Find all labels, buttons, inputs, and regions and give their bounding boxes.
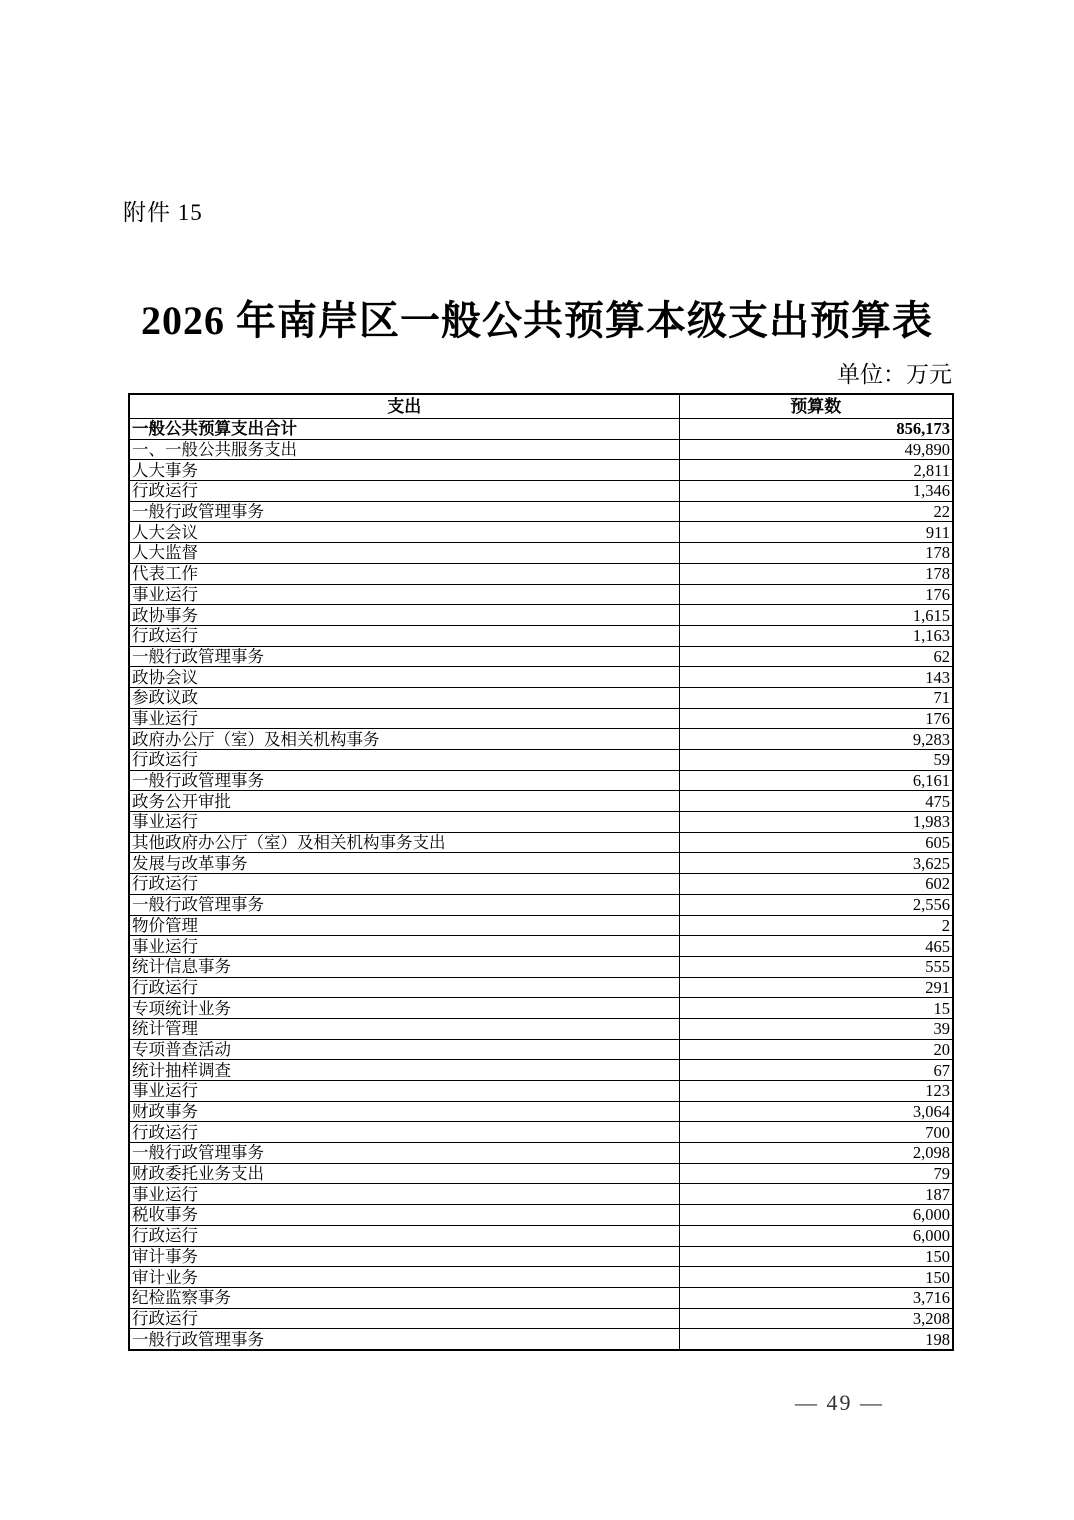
table-row bbox=[129, 977, 953, 998]
amount-cell: 1,346 bbox=[679, 481, 953, 502]
expense-label-cell: 行政运行 bbox=[129, 750, 679, 771]
amount-cell: 67 bbox=[679, 1060, 953, 1081]
expense-label-cell: 事业运行 bbox=[129, 936, 679, 957]
amount-cell: 59 bbox=[679, 750, 953, 771]
expense-label-cell: 行政运行 bbox=[129, 625, 679, 646]
table-row bbox=[129, 1060, 953, 1081]
expense-label-cell: 事业运行 bbox=[129, 812, 679, 833]
expense-label-cell: 行政运行 bbox=[129, 874, 679, 895]
expense-label-cell: 代表工作 bbox=[129, 563, 679, 584]
amount-cell: 176 bbox=[679, 708, 953, 729]
amount-cell: 6,000 bbox=[679, 1205, 953, 1226]
expense-label-cell: 行政运行 bbox=[129, 977, 679, 998]
table-row bbox=[129, 894, 953, 915]
expense-label-cell: 统计管理 bbox=[129, 1018, 679, 1039]
expense-label-cell: 一、一般公共服务支出 bbox=[129, 439, 679, 460]
table-row bbox=[129, 1184, 953, 1205]
expense-label-cell: 事业运行 bbox=[129, 708, 679, 729]
expense-label-cell: 审计业务 bbox=[129, 1267, 679, 1288]
table-row bbox=[129, 481, 953, 502]
amount-cell: 123 bbox=[679, 1081, 953, 1102]
table-row bbox=[129, 563, 953, 584]
table-row bbox=[129, 1081, 953, 1102]
table-row bbox=[129, 1018, 953, 1039]
budget-table bbox=[128, 393, 954, 1351]
expense-label-cell: 人大事务 bbox=[129, 460, 679, 481]
table-row bbox=[129, 1163, 953, 1184]
amount-cell: 700 bbox=[679, 1122, 953, 1143]
amount-cell: 911 bbox=[679, 522, 953, 543]
table-row bbox=[129, 439, 953, 460]
expense-label-cell: 人大会议 bbox=[129, 522, 679, 543]
amount-cell: 15 bbox=[679, 998, 953, 1019]
amount-cell: 20 bbox=[679, 1039, 953, 1060]
table-row bbox=[129, 460, 953, 481]
expense-label-cell: 一般行政管理事务 bbox=[129, 1143, 679, 1164]
table-row bbox=[129, 1287, 953, 1308]
expense-label-cell: 一般行政管理事务 bbox=[129, 646, 679, 667]
amount-cell: 6,161 bbox=[679, 770, 953, 791]
table-row bbox=[129, 501, 953, 522]
expense-label-cell: 一般行政管理事务 bbox=[129, 1329, 679, 1350]
table-row bbox=[129, 729, 953, 750]
table-row bbox=[129, 667, 953, 688]
table-header-row bbox=[129, 394, 953, 419]
expense-label-cell: 其他政府办公厅（室）及相关机构事务支出 bbox=[129, 832, 679, 853]
expense-label-cell: 事业运行 bbox=[129, 584, 679, 605]
expense-label-cell: 统计抽样调查 bbox=[129, 1060, 679, 1081]
table-row bbox=[129, 584, 953, 605]
expense-label-cell: 参政议政 bbox=[129, 687, 679, 708]
amount-cell: 79 bbox=[679, 1163, 953, 1184]
amount-cell: 2,556 bbox=[679, 894, 953, 915]
expense-label-cell: 政府办公厅（室）及相关机构事务 bbox=[129, 729, 679, 750]
amount-cell: 150 bbox=[679, 1246, 953, 1267]
expense-label-cell: 纪检监察事务 bbox=[129, 1287, 679, 1308]
table-row bbox=[129, 1246, 953, 1267]
amount-cell: 1,615 bbox=[679, 605, 953, 626]
amount-cell: 39 bbox=[679, 1018, 953, 1039]
expense-label-cell: 专项统计业务 bbox=[129, 998, 679, 1019]
amount-cell: 555 bbox=[679, 956, 953, 977]
table-row bbox=[129, 750, 953, 771]
expense-label-cell: 财政委托业务支出 bbox=[129, 1163, 679, 1184]
amount-cell: 2,811 bbox=[679, 460, 953, 481]
table-row bbox=[129, 543, 953, 564]
amount-cell: 3,625 bbox=[679, 853, 953, 874]
table-row bbox=[129, 1143, 953, 1164]
amount-cell: 856,173 bbox=[679, 419, 953, 440]
amount-cell: 2,098 bbox=[679, 1143, 953, 1164]
amount-cell: 49,890 bbox=[679, 439, 953, 460]
table-row bbox=[129, 874, 953, 895]
expense-label-cell: 物价管理 bbox=[129, 915, 679, 936]
amount-cell: 2 bbox=[679, 915, 953, 936]
amount-cell: 465 bbox=[679, 936, 953, 957]
table-row bbox=[129, 812, 953, 833]
amount-cell: 291 bbox=[679, 977, 953, 998]
table-row bbox=[129, 1329, 953, 1350]
expense-label-cell: 行政运行 bbox=[129, 1308, 679, 1329]
expense-label-cell: 专项普查活动 bbox=[129, 1039, 679, 1060]
table-row bbox=[129, 770, 953, 791]
expense-label-cell: 税收事务 bbox=[129, 1205, 679, 1226]
amount-cell: 178 bbox=[679, 543, 953, 564]
expense-label-cell: 统计信息事务 bbox=[129, 956, 679, 977]
expense-label-cell: 事业运行 bbox=[129, 1184, 679, 1205]
page-title: 2026 年南岸区一般公共预算本级支出预算表 bbox=[141, 298, 933, 343]
expense-label-cell: 一般公共预算支出合计 bbox=[129, 419, 679, 440]
amount-cell: 1,983 bbox=[679, 812, 953, 833]
table-row bbox=[129, 1308, 953, 1329]
attachment-label: 附件 15 bbox=[123, 200, 203, 225]
table-row bbox=[129, 419, 953, 440]
table-row bbox=[129, 1225, 953, 1246]
expense-label-cell: 行政运行 bbox=[129, 1122, 679, 1143]
table-row bbox=[129, 956, 953, 977]
amount-cell: 150 bbox=[679, 1267, 953, 1288]
table-row bbox=[129, 1039, 953, 1060]
table-header-expense: 支出 bbox=[129, 394, 679, 419]
table-row bbox=[129, 832, 953, 853]
table-row bbox=[129, 1101, 953, 1122]
amount-cell: 9,283 bbox=[679, 729, 953, 750]
expense-label-cell: 事业运行 bbox=[129, 1081, 679, 1102]
amount-cell: 475 bbox=[679, 791, 953, 812]
amount-cell: 22 bbox=[679, 501, 953, 522]
expense-label-cell: 一般行政管理事务 bbox=[129, 894, 679, 915]
amount-cell: 6,000 bbox=[679, 1225, 953, 1246]
amount-cell: 605 bbox=[679, 832, 953, 853]
amount-cell: 198 bbox=[679, 1329, 953, 1350]
table-row bbox=[129, 791, 953, 812]
expense-label-cell: 财政事务 bbox=[129, 1101, 679, 1122]
table-row bbox=[129, 687, 953, 708]
expense-label-cell: 发展与改革事务 bbox=[129, 853, 679, 874]
table-row bbox=[129, 998, 953, 1019]
expense-label-cell: 政务公开审批 bbox=[129, 791, 679, 812]
amount-cell: 3,716 bbox=[679, 1287, 953, 1308]
table-row bbox=[129, 853, 953, 874]
expense-label-cell: 一般行政管理事务 bbox=[129, 501, 679, 522]
table-row bbox=[129, 1205, 953, 1226]
table-row bbox=[129, 1122, 953, 1143]
table-row bbox=[129, 936, 953, 957]
table-header-amount: 预算数 bbox=[679, 394, 953, 419]
table-row bbox=[129, 522, 953, 543]
page-number: — 49 — bbox=[795, 1390, 884, 1415]
amount-cell: 3,208 bbox=[679, 1308, 953, 1329]
amount-cell: 176 bbox=[679, 584, 953, 605]
expense-label-cell: 行政运行 bbox=[129, 1225, 679, 1246]
expense-label-cell: 政协会议 bbox=[129, 667, 679, 688]
unit-label: 单位：万元 bbox=[837, 362, 952, 387]
amount-cell: 3,064 bbox=[679, 1101, 953, 1122]
expense-label-cell: 人大监督 bbox=[129, 543, 679, 564]
amount-cell: 178 bbox=[679, 563, 953, 584]
amount-cell: 143 bbox=[679, 667, 953, 688]
table-row bbox=[129, 605, 953, 626]
amount-cell: 71 bbox=[679, 687, 953, 708]
table-row bbox=[129, 1267, 953, 1288]
table-row bbox=[129, 625, 953, 646]
amount-cell: 1,163 bbox=[679, 625, 953, 646]
amount-cell: 62 bbox=[679, 646, 953, 667]
expense-label-cell: 一般行政管理事务 bbox=[129, 770, 679, 791]
amount-cell: 187 bbox=[679, 1184, 953, 1205]
expense-label-cell: 行政运行 bbox=[129, 481, 679, 502]
expense-label-cell: 政协事务 bbox=[129, 605, 679, 626]
amount-cell: 602 bbox=[679, 874, 953, 895]
table-row bbox=[129, 646, 953, 667]
table-row bbox=[129, 708, 953, 729]
table-row bbox=[129, 915, 953, 936]
budget-table-body bbox=[129, 419, 953, 1350]
expense-label-cell: 审计事务 bbox=[129, 1246, 679, 1267]
